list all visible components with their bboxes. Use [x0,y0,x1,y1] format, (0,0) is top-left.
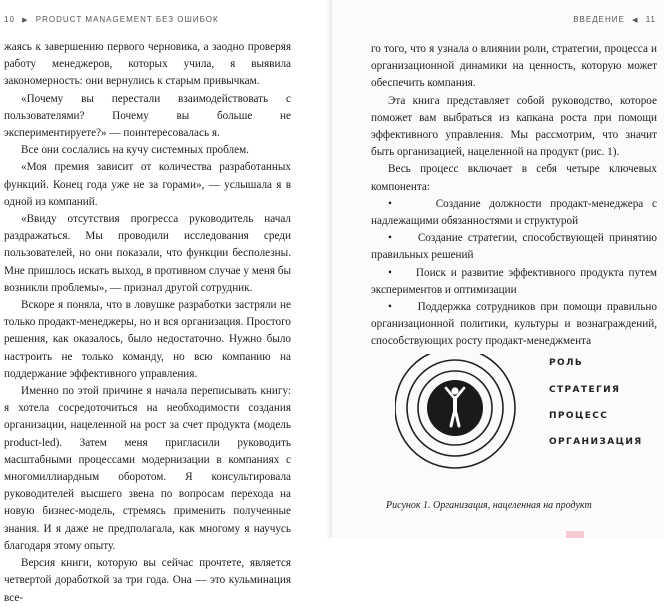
bullet-item [371,265,657,299]
paragraph: «Ввиду отсутствия прогресса руководитель начал раздражаться. Мы проводили исследования среди пользователей, но они показали, что функции бесполезны. Мне пришлось искать выход, в противном случае у меня бы возникли проблемы», — признал другой сотрудник. [4,213,291,294]
bullet-icon: • [388,301,418,314]
paragraph: Именно по этой причине я начала переписывать книгу: я хотела сосредоточиться на необходимости создания организации, нацеленной на рост за счет продукта (модель product-led). Затем меня пригласили руководить масштабными процессами модернизации в компаниях с многомиллиардным оборотом. Я консультировала руководителей высшего звена по вопросам перехода на новую бизнес-модель, стремясь применить полученные знания. И я даже не предполагала, как многому я научусь благодаря этому опыту. [4,385,291,552]
page-marker [566,531,584,538]
left-running-head-title: PRODUCT MANAGEMENT БЕЗ ОШИБОК [35,15,219,24]
paragraph: Версия книги, которую вы сейчас прочтете, является четвертой доработкой за три года. Она — это кульминация все- [4,557,291,604]
paragraph: Все они сослались на кучу системных проблем. [21,144,249,157]
bullet-item [371,230,657,264]
triangle-right-icon: ▶ [22,17,29,24]
paragraph: жаясь к завершению первого черновика, а заодно проверяя работу менеджеров, которых учила, я выявила закономерность: они вернулись к старым привычкам. [4,41,291,88]
paragraph: Весь процесс включает в себя четыре ключевых компонента: [371,163,657,193]
triangle-left-icon: ◀ [632,17,639,24]
paragraph: Эта книга представляет собой руководство, которое поможет вам выбраться из капкана роста при помощи эффективного управления. Мы рассмотрим, что значит быть организацией, нацеленной на продукт (рис. 1). [371,94,657,159]
figure-label-organization: ОРГАНИЗАЦИЯ [549,437,643,447]
right-running-head [573,15,656,24]
paragraph: Вскоре я поняла, что в ловушке разработки застряли не только продакт-менеджеры, но и вся организация. Простого решения, как оказалось, было недостаточно. Нужно было настроить не только команду, но всю компанию на поддержание эффективного управления. [4,299,291,380]
bullet-text: Создание должности продакт-менеджера с надлежащими обязанностями и структурой [371,197,657,228]
bullet-item [371,299,657,351]
left-page-number: 10 [4,15,15,24]
paragraph: го того, что я узнала о влиянии роли, стратегии, процесса и организационной динамики на ценность, которую может обеспечить компания. [371,43,657,90]
bullet-text: Создание стратегии, способствующей принятию правильных решений [371,232,657,262]
bullet-icon: • [388,197,436,210]
figure-label-role: РОЛЬ [549,358,584,368]
bullet-icon: • [388,266,416,279]
concentric-circles-diagram [395,354,655,484]
bullet-text: Поиск и развитие эффективного продукта путем экспериментов и оптимизации [371,266,657,296]
right-page-number: 11 [645,15,656,24]
paragraph: «Моя премия зависит от количества разработанных функций. Конец года уже не за горами», — услышала я в одной из компаний. [4,161,291,208]
figure-caption: Рисунок 1. Организация, нацеленная на продукт [386,500,592,511]
right-running-head-title: ВВЕДЕНИЕ [573,15,625,24]
left-running-head [4,15,219,24]
left-page [0,0,330,604]
figure-label-strategy: СТРАТЕГИЯ [549,385,621,395]
bullet-icon: • [388,232,418,245]
left-body-text [4,39,291,607]
figure-label-process: ПРОЦЕСС [549,411,609,421]
bullet-text: Поддержка сотрудников при помощи правильно организационной политики, культуры и вознаграждений, способствующих росту продакт-менеджмента [371,301,657,348]
bullet-item [371,196,657,230]
paragraph: «Почему вы перестали взаимодействовать с пользователями? Почему вы больше не экспериментируете?» — поинтересовалась я. [4,92,291,140]
right-body-text [371,41,657,351]
